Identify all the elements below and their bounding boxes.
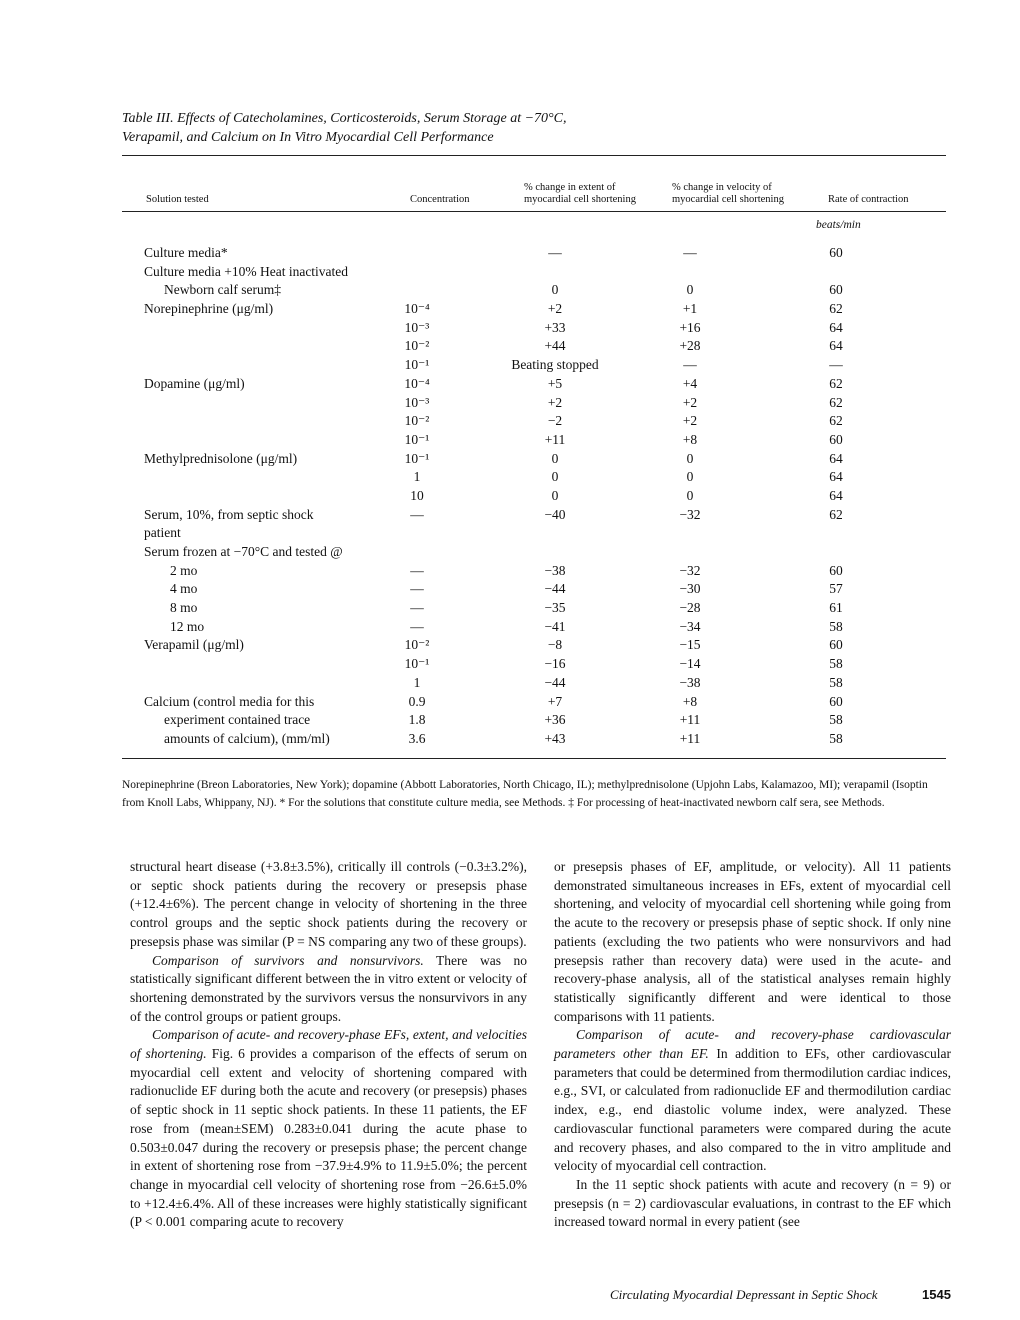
row-velocity: +11 bbox=[679, 730, 701, 746]
row-velocity: 0 bbox=[686, 487, 694, 503]
row-concentration: 0.9 bbox=[408, 693, 426, 709]
paragraph: In the 11 septic shock patients with acute and recovery (n = 9) or presepsis (n = 2) cardiovascular evaluations, in contrast to the EF which increased toward normal in every patient (see bbox=[554, 1176, 951, 1230]
row-label: Culture media* bbox=[144, 245, 228, 260]
row-extent: — bbox=[548, 245, 562, 260]
row-concentration: 10 bbox=[410, 487, 424, 503]
row-concentration: 3.6 bbox=[408, 730, 426, 746]
row-velocity: −34 bbox=[679, 618, 701, 634]
row-concentration: — bbox=[410, 506, 424, 522]
row-velocity: −30 bbox=[679, 581, 701, 597]
row-velocity: −15 bbox=[679, 637, 701, 653]
row-rate: 60 bbox=[829, 282, 843, 298]
row-extent: 0 bbox=[551, 487, 559, 503]
row-rate: 60 bbox=[829, 562, 843, 578]
table-row bbox=[122, 300, 946, 319]
row-extent: 0 bbox=[551, 282, 559, 298]
header-concentration: Concentration bbox=[410, 194, 470, 205]
table-bottom-rule bbox=[122, 758, 946, 759]
row-concentration: 10⁻² bbox=[404, 413, 430, 429]
row-rate: 62 bbox=[829, 506, 843, 522]
row-concentration: 10⁻¹ bbox=[404, 357, 430, 373]
table-footnote: Norepinephrine (Breon Laboratories, New York); dopamine (Abbott Laboratories, North Chicago, IL); methylprednisolone (Upjohn Labs, Kalamazoo, MI); verapamil (Isoptin from Knoll Labs, Whippany, NJ). * For the solutions that constitute culture media, see Methods. ‡ For processing of heat-inactivated newborn calf sera, see Methods. bbox=[122, 779, 928, 809]
row-rate: — bbox=[829, 357, 843, 373]
row-velocity: 0 bbox=[686, 469, 694, 485]
row-label: 8 mo bbox=[170, 600, 198, 616]
row-velocity: 0 bbox=[686, 450, 694, 466]
row-velocity: −38 bbox=[679, 674, 701, 690]
row-concentration: 10⁻¹ bbox=[404, 656, 430, 672]
table-row bbox=[122, 356, 946, 375]
header-solution: Solution tested bbox=[146, 194, 209, 205]
row-velocity: +28 bbox=[679, 338, 701, 354]
row-concentration: — bbox=[410, 581, 424, 597]
table-row bbox=[122, 693, 946, 712]
paragraph bbox=[130, 1026, 527, 1232]
page-number: 1545 bbox=[922, 1287, 951, 1302]
paragraph bbox=[554, 1026, 951, 1176]
paragraph: structural heart disease (+3.8±3.5%), critically ill controls (−0.3±3.2%), or septic shock patients during the recovery or presepsis phase (+12.4±6%). The percent change in velocity of shortening in the three control groups and the septic shock patients during the recovery or presepsis phase was similar (P = NS comparing any two of these groups). bbox=[130, 859, 527, 949]
row-rate: 58 bbox=[829, 656, 843, 672]
row-rate: 62 bbox=[829, 394, 843, 410]
row-concentration: 10⁻² bbox=[404, 338, 430, 354]
row-extent: 0 bbox=[551, 450, 559, 466]
row-concentration: 1 bbox=[413, 674, 421, 690]
row-velocity: +2 bbox=[682, 413, 698, 429]
row-concentration: 1.8 bbox=[408, 712, 426, 728]
table-row bbox=[122, 337, 946, 356]
paragraph: or presepsis phases of EF, amplitude, or velocity). All 11 patients demonstrated simultaneous increases in EFs, extent of myocardial cell shortening, and velocity of myocardial cell shortening while going from the acute to the recovery or presepsis phase of septic shock. If only nine patients (excluding the two patients who were nonsurvivors and had presepsis rather than recovery data) were used in the acute- and recovery-phase analysis, all of the statistical analyses remain highly statistically significantly different and were identical to those comparisons with 11 patients. bbox=[554, 859, 951, 1024]
table-row bbox=[122, 599, 946, 618]
row-rate: 64 bbox=[829, 319, 843, 335]
table-row bbox=[122, 450, 946, 469]
row-extent: −40 bbox=[544, 506, 566, 522]
paragraph-text: Fig. 6 provides a comparison of the effects of serum on myocardial cell extent and velocity of shortening compared with radionuclide EF during both the acute and recovery (or presepsis) phases of septic shock in 11 septic shock patients. In these 11 patients, the EF rose from (mean±SEM) 0.283±0.041 during the acute phase to 0.503±0.047 during the recovery or presepsis phase; the percent change in extent of shortening rose from −37.9±4.9% to 11.9±5.0%; the percent change in myocardial cell velocity of shortening rose from −26.6±5.0% to +12.4±6.4%. All of these increases were highly statistically significant (P < 0.001 comparing acute to recovery bbox=[130, 1046, 527, 1230]
row-rate: 62 bbox=[829, 301, 843, 317]
row-extent: +2 bbox=[547, 301, 563, 317]
body-column-left bbox=[130, 858, 527, 1232]
row-concentration: 10⁻⁴ bbox=[404, 375, 430, 391]
header-velocity: % change in velocity of myocardial cell shortening bbox=[672, 182, 784, 205]
row-concentration: 10⁻¹ bbox=[404, 450, 430, 466]
row-label: Culture media +10% Heat inactivated bbox=[144, 263, 349, 279]
row-rate: 60 bbox=[829, 693, 843, 709]
row-label: Newborn calf serum‡ bbox=[164, 282, 281, 298]
table-row bbox=[122, 674, 946, 693]
row-extent: +2 bbox=[547, 394, 563, 410]
row-rate: 60 bbox=[829, 245, 843, 260]
row-velocity: +2 bbox=[682, 394, 698, 410]
table-row bbox=[122, 730, 946, 749]
row-label: 2 mo bbox=[170, 562, 198, 578]
section-heading: Comparison of acute- and recovery-phase cardiovascular parameters other than EF. bbox=[554, 1027, 951, 1062]
row-velocity: — bbox=[683, 245, 697, 260]
row-label: Serum frozen at −70°C and tested @ bbox=[144, 544, 343, 559]
row-velocity: — bbox=[683, 357, 697, 373]
section-heading: Comparison of acute- and recovery-phase EFs, extent, and velocities of shortening. bbox=[130, 1027, 527, 1062]
row-extent: −8 bbox=[547, 637, 563, 653]
row-extent: −38 bbox=[544, 562, 566, 578]
row-velocity: +8 bbox=[682, 693, 698, 709]
row-extent: −41 bbox=[544, 618, 566, 634]
row-extent: −44 bbox=[544, 581, 566, 597]
row-velocity: −28 bbox=[679, 600, 701, 616]
table-body bbox=[122, 244, 946, 749]
table-row bbox=[122, 506, 946, 525]
row-velocity: +8 bbox=[682, 431, 698, 447]
row-extent: −44 bbox=[544, 674, 566, 690]
row-velocity: +11 bbox=[679, 712, 701, 728]
row-concentration: — bbox=[410, 600, 424, 616]
table-row bbox=[122, 524, 946, 543]
row-extent: +7 bbox=[547, 693, 563, 709]
body-column-right bbox=[554, 858, 951, 1232]
table-row bbox=[122, 244, 946, 263]
table-header bbox=[122, 166, 946, 206]
row-velocity: 0 bbox=[686, 282, 694, 298]
paragraph bbox=[130, 952, 527, 1027]
table-row bbox=[122, 655, 946, 674]
table-row bbox=[122, 281, 946, 300]
table-caption-line-1: Table III. Effects of Catecholamines, Corticosteroids, Serum Storage at −70°C, bbox=[122, 111, 567, 126]
table-row bbox=[122, 263, 946, 282]
table-row bbox=[122, 468, 946, 487]
row-rate: 60 bbox=[829, 431, 843, 447]
table-row bbox=[122, 412, 946, 431]
row-label: Methylprednisolone (μg/ml) bbox=[144, 450, 298, 466]
row-concentration: 1 bbox=[413, 469, 421, 485]
row-rate: 60 bbox=[829, 637, 843, 653]
table-row bbox=[122, 375, 946, 394]
row-velocity: +4 bbox=[682, 375, 698, 391]
row-label: Norepinephrine (μg/ml) bbox=[144, 301, 274, 317]
row-extent: Beating stopped bbox=[511, 357, 599, 373]
row-extent: +36 bbox=[544, 712, 566, 728]
header-extent: % change in extent of myocardial cell shortening bbox=[524, 182, 636, 205]
row-rate: 58 bbox=[829, 618, 843, 634]
table-row bbox=[122, 431, 946, 450]
row-concentration: 10⁻² bbox=[404, 637, 430, 653]
row-concentration: 10⁻¹ bbox=[404, 431, 430, 447]
row-velocity: +16 bbox=[679, 319, 701, 335]
table-row bbox=[122, 636, 946, 655]
row-label: Serum, 10%, from septic shock bbox=[144, 506, 314, 522]
row-label: patient bbox=[144, 525, 181, 541]
row-velocity: −14 bbox=[679, 656, 701, 672]
row-label: Calcium (control media for this bbox=[144, 693, 315, 709]
table-header-rule bbox=[122, 211, 946, 212]
header-rate: Rate of contraction bbox=[828, 194, 909, 205]
table-row bbox=[122, 487, 946, 506]
row-concentration: 10⁻³ bbox=[404, 394, 430, 410]
row-label: amounts of calcium), (mm/ml) bbox=[164, 730, 330, 746]
row-concentration: — bbox=[410, 618, 424, 634]
row-rate: 64 bbox=[829, 469, 843, 485]
row-rate: 64 bbox=[829, 450, 843, 466]
table-row bbox=[122, 319, 946, 338]
row-extent: +5 bbox=[547, 375, 563, 391]
table-row bbox=[122, 711, 946, 730]
row-rate: 62 bbox=[829, 413, 843, 429]
row-velocity: −32 bbox=[679, 562, 701, 578]
section-heading: Comparison of survivors and nonsurvivors. bbox=[152, 952, 424, 968]
row-rate: 64 bbox=[829, 338, 843, 354]
row-label: 12 mo bbox=[170, 618, 205, 634]
table-top-rule bbox=[122, 155, 946, 156]
row-label: 4 mo bbox=[170, 581, 198, 597]
row-label: Dopamine (μg/ml) bbox=[144, 375, 245, 391]
row-concentration: 10⁻⁴ bbox=[404, 301, 430, 317]
row-rate: 58 bbox=[829, 674, 843, 690]
running-title: Circulating Myocardial Depressant in Septic Shock bbox=[610, 1287, 878, 1302]
row-rate: 64 bbox=[829, 487, 843, 503]
table-row bbox=[122, 618, 946, 637]
row-extent: +44 bbox=[544, 338, 566, 354]
row-rate: 57 bbox=[829, 581, 843, 597]
table-row bbox=[122, 543, 946, 562]
table-caption-line-2: Verapamil, and Calcium on In Vitro Myocardial Cell Performance bbox=[122, 130, 494, 145]
row-extent: +43 bbox=[544, 730, 566, 746]
paragraph-text: There was no statistically significant different between the in vitro extent or velocity of shortening demonstrated by the survivors versus the nonsurvivors in any of the control groups or patient groups. bbox=[130, 952, 527, 1024]
table-row bbox=[122, 580, 946, 599]
row-extent: −16 bbox=[544, 656, 566, 672]
rate-units: beats/min bbox=[816, 219, 861, 231]
table-caption bbox=[122, 109, 682, 147]
row-label: experiment contained trace bbox=[164, 712, 311, 728]
row-concentration: — bbox=[410, 562, 424, 578]
row-rate: 58 bbox=[829, 730, 843, 746]
row-rate: 61 bbox=[829, 600, 843, 616]
row-extent: −35 bbox=[544, 600, 566, 616]
row-extent: +33 bbox=[544, 319, 566, 335]
row-label: Verapamil (μg/ml) bbox=[144, 637, 244, 653]
table-row bbox=[122, 562, 946, 581]
table-row bbox=[122, 394, 946, 413]
row-rate: 58 bbox=[829, 712, 843, 728]
row-extent: −2 bbox=[547, 413, 563, 429]
row-velocity: +1 bbox=[682, 301, 698, 317]
row-velocity: −32 bbox=[679, 506, 701, 522]
row-extent: +11 bbox=[544, 431, 566, 447]
paragraph-text: In addition to EFs, other cardiovascular parameters that could be determined from thermodilution cardiac indices, e.g., SVI, or calculated from radionuclide EF and thermodilution cardiac index, e.g., end diastolic volume index, were analyzed. These cardiovascular functional parameters were compared during the acute and recovery phases, and also compared to the in vitro amplitude and velocity of myocardial cell contraction. bbox=[554, 1046, 951, 1174]
row-extent: 0 bbox=[551, 469, 559, 485]
row-concentration: 10⁻³ bbox=[404, 319, 430, 335]
row-rate: 62 bbox=[829, 375, 843, 391]
